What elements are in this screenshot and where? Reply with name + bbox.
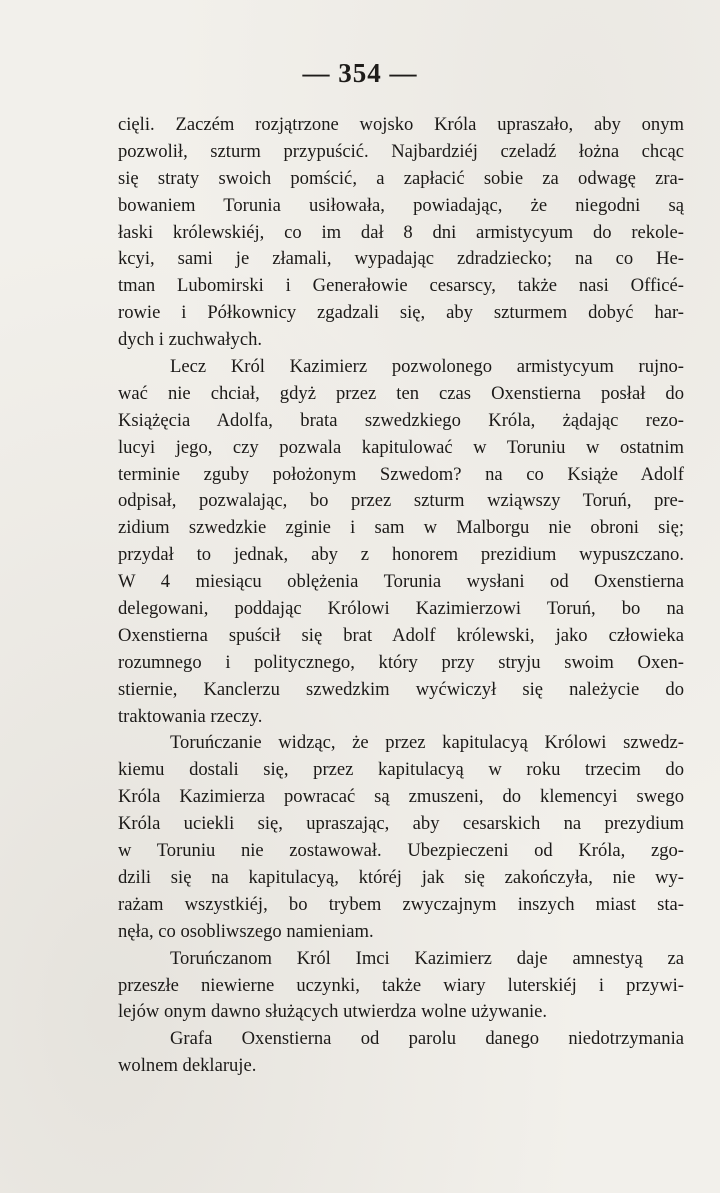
text-line: Lecz Król Kazimierz pozwolonego armistycyum rujno- (170, 356, 684, 378)
text-line: dych i zuchwałych. (118, 329, 263, 351)
text-line: nęła, co osobliwszego namieniam. (118, 920, 374, 942)
text-line: łaski królewskiéj, co im dał 8 dni armistycyum do rekole- (118, 221, 684, 243)
text-line: przydał to jednak, aby z honorem prezidium wypuszczano. (118, 544, 684, 566)
text-line: Toruńczanie widząc, że przez kapitulacyą Królowi szwedz- (170, 732, 684, 754)
text-line: bowaniem Torunia usiłowała, powiadając, że niegodni są (118, 194, 684, 216)
text-line: w Toruniu nie zostawował. Ubezpieczeni od Króla, zgo- (118, 840, 684, 862)
text-line: cięli. Zaczém rozjątrzone wojsko Króla upraszało, aby onym (118, 114, 684, 135)
page-number: — 354 — (302, 58, 418, 88)
text-line: pozwolił, szturm przypuścić. Najbardziéj czeladź łożna chcąc (118, 140, 684, 162)
text-line: traktowania rzeczy. (118, 705, 263, 727)
text-line: Grafa Oxenstierna od parolu danego niedotrzymania (170, 1028, 684, 1050)
text-line: tman Lubomirski i Generałowie cesarscy, także nasi Officé- (118, 275, 684, 297)
text-line: terminie zguby położonym Szwedom? na co Książe Adolf (118, 463, 684, 485)
text-line: delegowani, poddając Królowi Kazimierzowi Toruń, bo na (118, 598, 684, 620)
text-line: wać nie chciał, gdyż przez ten czas Oxenstierna posłał do (118, 382, 684, 404)
text-line: rowie i Półkownicy zgadzali się, aby szturmem dobyć har- (118, 302, 684, 324)
text-line: wolnem deklaruje. (118, 1055, 257, 1077)
text-line: Oxenstierna spuścił się brat Adolf królewski, jako człowieka (118, 624, 684, 646)
text-line: kiemu dostali się, przez kapitulacyą w roku trzecim do (118, 759, 684, 781)
text-line: przeszłe niewierne uczynki, także wiary luterskiéj i przywi- (118, 974, 684, 996)
text-line: Króla Kazimierza powracać są zmuszeni, do klemencyi swego (118, 786, 684, 808)
text-line: rozumnego i politycznego, który przy stryju swoim Oxen- (118, 651, 684, 673)
text-line: lucyi jego, czy pozwala kapitulować w Toruniu w ostatnim (118, 436, 684, 458)
text-line: lejów onym dawno służących utwierdza wolne używanie. (118, 1001, 548, 1023)
text-line: się straty swoich pomścić, a zapłacić sobie za odwagę zra- (118, 167, 684, 189)
text-line: Książęcia Adolfa, brata szwedzkiego Króla, żądając rezo- (118, 409, 684, 431)
text-line: Króla uciekli się, upraszając, aby cesarskich na prezydium (118, 813, 684, 835)
body-text (118, 112, 684, 1080)
text-line: Toruńczanom Król Imci Kazimierz daje amnestyą za (170, 947, 684, 969)
text-line: W 4 miesiącu oblężenia Torunia wysłani od Oxenstierna (118, 571, 684, 593)
text-line: dzili się na kapitulacyą, któréj jak się zakończyła, nie wy- (118, 866, 684, 888)
text-line: stiernie, Kanclerzu szwedzkim wyćwiczył się należycie do (118, 678, 684, 700)
text-line: kcyi, sami je złamali, wypadając zdradziecko; na co He- (118, 248, 684, 270)
text-line: rażam wszystkiéj, bo trybem zwyczajnym inszych miast sta- (118, 893, 684, 915)
text-line: zidium szwedzkie zginie i sam w Malborgu nie obroni się; (118, 517, 684, 539)
text-line: odpisał, pozwalając, bo przez szturm wziąwszy Toruń, pre- (118, 490, 684, 512)
